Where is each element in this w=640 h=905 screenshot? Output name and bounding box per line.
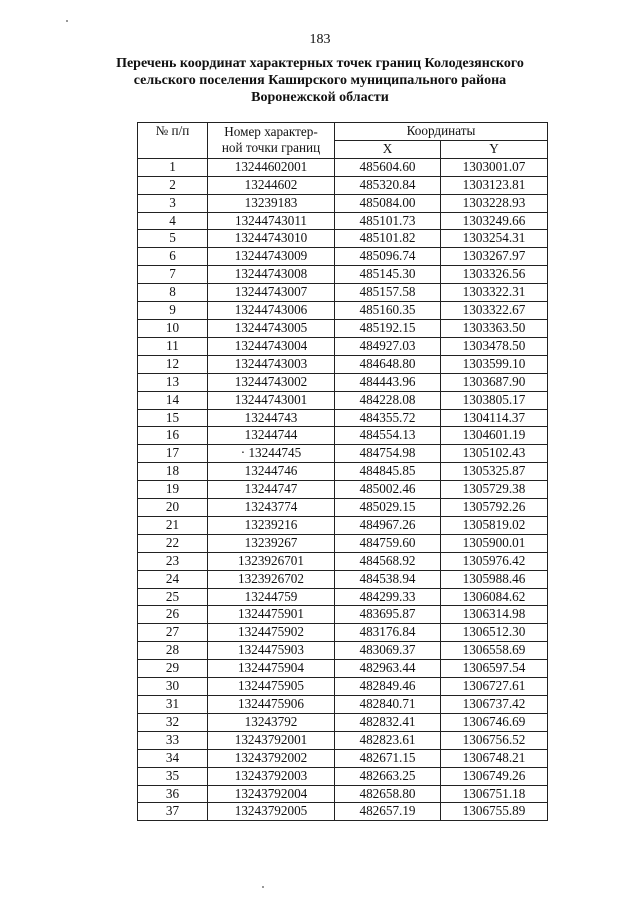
cell-point-number: 13243792002 [208, 749, 335, 767]
cell-point-number: 13243792005 [208, 803, 335, 821]
cell-index: 28 [138, 642, 208, 660]
cell-point-number: 1324475904 [208, 660, 335, 678]
cell-index: 23 [138, 552, 208, 570]
cell-x: 482658.80 [335, 785, 441, 803]
table-row [138, 624, 548, 642]
table-row [138, 427, 548, 445]
cell-y: 1304114.37 [441, 409, 548, 427]
cell-y: 1303687.90 [441, 373, 548, 391]
cell-x: 482840.71 [335, 696, 441, 714]
cell-index: 34 [138, 749, 208, 767]
cell-y: 1303599.10 [441, 355, 548, 373]
cell-y: 1305819.02 [441, 516, 548, 534]
cell-x: 484845.85 [335, 463, 441, 481]
header-index [138, 123, 208, 159]
cell-point-number: 13244602 [208, 176, 335, 194]
table-row [138, 176, 548, 194]
cell-index: 13 [138, 373, 208, 391]
cell-point-number: 13244743007 [208, 284, 335, 302]
table-row [138, 302, 548, 320]
table-row [138, 499, 548, 517]
cell-x: 484538.94 [335, 570, 441, 588]
header-y: Y [441, 140, 548, 158]
cell-point-number: 13244743001 [208, 391, 335, 409]
cell-point-number: 13244743011 [208, 212, 335, 230]
cell-y: 1306558.69 [441, 642, 548, 660]
cell-index: 10 [138, 319, 208, 337]
cell-point-number: 13244743004 [208, 337, 335, 355]
cell-x: 485320.84 [335, 176, 441, 194]
cell-x: 484299.33 [335, 588, 441, 606]
cell-x: 485029.15 [335, 499, 441, 517]
table-row [138, 606, 548, 624]
table-row [138, 552, 548, 570]
cell-index: 25 [138, 588, 208, 606]
cell-x: 485145.30 [335, 266, 441, 284]
cell-y: 1303001.07 [441, 158, 548, 176]
table-row [138, 713, 548, 731]
table-row [138, 158, 548, 176]
header-point-number-line: ной точки границ [221, 140, 321, 156]
table-row [138, 248, 548, 266]
cell-index: 15 [138, 409, 208, 427]
cell-y: 1305102.43 [441, 445, 548, 463]
header-index-label: № п/п [155, 123, 190, 138]
title-line: Воронежской области [251, 90, 389, 105]
cell-x: 485002.46 [335, 481, 441, 499]
table-body [138, 158, 548, 821]
table-row [138, 642, 548, 660]
header-point-number-line: Номер характер- [224, 124, 318, 140]
title-line: сельского поселения Каширского муниципального района [133, 73, 507, 88]
cell-index: 4 [138, 212, 208, 230]
cell-point-number: 13244743009 [208, 248, 335, 266]
cell-point-number: 1324475906 [208, 696, 335, 714]
cell-y: 1305792.26 [441, 499, 548, 517]
table-row [138, 660, 548, 678]
cell-point-number: 13244743003 [208, 355, 335, 373]
cell-point-number: 13244743006 [208, 302, 335, 320]
table-header [138, 123, 548, 159]
coordinates-table [137, 122, 548, 821]
cell-point-number: 13244743008 [208, 266, 335, 284]
table-row [138, 284, 548, 302]
cell-index: 21 [138, 516, 208, 534]
cell-point-number: 13243774 [208, 499, 335, 517]
cell-index: 14 [138, 391, 208, 409]
cell-index: 7 [138, 266, 208, 284]
cell-index: 17 [138, 445, 208, 463]
table-row [138, 481, 548, 499]
cell-index: 3 [138, 194, 208, 212]
title-line: Перечень координат характерных точек границ Колодезянского [116, 56, 524, 71]
header-coordinates: Координаты [335, 123, 548, 141]
cell-x: 482849.46 [335, 678, 441, 696]
cell-x: 484759.60 [335, 534, 441, 552]
cell-x: 483695.87 [335, 606, 441, 624]
table-row [138, 516, 548, 534]
cell-y: 1305976.42 [441, 552, 548, 570]
table-row [138, 767, 548, 785]
cell-x: 484228.08 [335, 391, 441, 409]
cell-y: 1306749.26 [441, 767, 548, 785]
cell-point-number: 13239267 [208, 534, 335, 552]
cell-index: 18 [138, 463, 208, 481]
table-row [138, 570, 548, 588]
cell-point-number: 13244746 [208, 463, 335, 481]
cell-x: 482671.15 [335, 749, 441, 767]
cell-y: 1303228.93 [441, 194, 548, 212]
cell-index: 12 [138, 355, 208, 373]
cell-y: 1303123.81 [441, 176, 548, 194]
cell-point-number: 1323926701 [208, 552, 335, 570]
cell-y: 1303805.17 [441, 391, 548, 409]
table-row [138, 731, 548, 749]
cell-x: 482832.41 [335, 713, 441, 731]
scan-speck [262, 886, 264, 888]
page-number: 183 [309, 32, 331, 47]
cell-point-number: 1324475903 [208, 642, 335, 660]
table-row [138, 391, 548, 409]
cell-x: 482663.25 [335, 767, 441, 785]
cell-y: 1303254.31 [441, 230, 548, 248]
cell-x: 483176.84 [335, 624, 441, 642]
cell-index: 20 [138, 499, 208, 517]
cell-index: 30 [138, 678, 208, 696]
cell-index: 35 [138, 767, 208, 785]
table-row [138, 696, 548, 714]
cell-index: 26 [138, 606, 208, 624]
cell-y: 1306597.54 [441, 660, 548, 678]
cell-x: 485604.60 [335, 158, 441, 176]
cell-index: 1 [138, 158, 208, 176]
cell-x: 482657.19 [335, 803, 441, 821]
cell-x: 485096.74 [335, 248, 441, 266]
cell-point-number: 13244602001 [208, 158, 335, 176]
cell-y: 1303322.31 [441, 284, 548, 302]
cell-x: 485084.00 [335, 194, 441, 212]
cell-x: 484355.72 [335, 409, 441, 427]
table-row [138, 319, 548, 337]
cell-y: 1306084.62 [441, 588, 548, 606]
cell-point-number: 13244743010 [208, 230, 335, 248]
cell-index: 24 [138, 570, 208, 588]
cell-point-number: 1324475905 [208, 678, 335, 696]
cell-point-number: 1324475902 [208, 624, 335, 642]
table-row [138, 749, 548, 767]
cell-point-number: 13243792003 [208, 767, 335, 785]
cell-y: 1306314.98 [441, 606, 548, 624]
cell-index: 31 [138, 696, 208, 714]
table-row [138, 337, 548, 355]
cell-y: 1306751.18 [441, 785, 548, 803]
cell-y: 1303478.50 [441, 337, 548, 355]
cell-point-number: 1324475901 [208, 606, 335, 624]
cell-y: 1306755.89 [441, 803, 548, 821]
table-row [138, 409, 548, 427]
table-row [138, 194, 548, 212]
cell-point-number: 13243792004 [208, 785, 335, 803]
cell-y: 1303249.66 [441, 212, 548, 230]
cell-y: 1306737.42 [441, 696, 548, 714]
cell-y: 1305900.01 [441, 534, 548, 552]
table-row [138, 588, 548, 606]
table-row [138, 534, 548, 552]
table-row [138, 373, 548, 391]
cell-point-number: 13244743005 [208, 319, 335, 337]
header-x: X [335, 140, 441, 158]
cell-point-number: · 13244745 [208, 445, 335, 463]
cell-y: 1304601.19 [441, 427, 548, 445]
cell-index: 29 [138, 660, 208, 678]
cell-x: 485160.35 [335, 302, 441, 320]
cell-index: 9 [138, 302, 208, 320]
header-point-number [208, 123, 335, 159]
cell-x: 485192.15 [335, 319, 441, 337]
cell-y: 1305988.46 [441, 570, 548, 588]
cell-y: 1303363.50 [441, 319, 548, 337]
table-row [138, 678, 548, 696]
document-title [100, 55, 540, 106]
table-row [138, 785, 548, 803]
cell-x: 484568.92 [335, 552, 441, 570]
cell-x: 485101.82 [335, 230, 441, 248]
cell-point-number: 13243792 [208, 713, 335, 731]
cell-index: 37 [138, 803, 208, 821]
cell-index: 22 [138, 534, 208, 552]
cell-x: 484648.80 [335, 355, 441, 373]
cell-y: 1306746.69 [441, 713, 548, 731]
cell-y: 1306748.21 [441, 749, 548, 767]
cell-point-number: 13244743002 [208, 373, 335, 391]
cell-x: 484967.26 [335, 516, 441, 534]
table-row [138, 212, 548, 230]
cell-x: 484927.03 [335, 337, 441, 355]
table-row [138, 266, 548, 284]
table-row [138, 463, 548, 481]
cell-point-number: 13243792001 [208, 731, 335, 749]
cell-index: 36 [138, 785, 208, 803]
cell-point-number: 13244744 [208, 427, 335, 445]
cell-index: 11 [138, 337, 208, 355]
cell-x: 482963.44 [335, 660, 441, 678]
cell-index: 33 [138, 731, 208, 749]
cell-y: 1303326.56 [441, 266, 548, 284]
cell-y: 1306512.30 [441, 624, 548, 642]
cell-point-number: 13244747 [208, 481, 335, 499]
table-row [138, 445, 548, 463]
cell-index: 8 [138, 284, 208, 302]
cell-index: 32 [138, 713, 208, 731]
cell-index: 19 [138, 481, 208, 499]
cell-x: 484443.96 [335, 373, 441, 391]
cell-y: 1303322.67 [441, 302, 548, 320]
cell-index: 16 [138, 427, 208, 445]
cell-y: 1305325.87 [441, 463, 548, 481]
cell-x: 484554.13 [335, 427, 441, 445]
cell-index: 5 [138, 230, 208, 248]
cell-y: 1303267.97 [441, 248, 548, 266]
cell-point-number: 13239216 [208, 516, 335, 534]
cell-x: 482823.61 [335, 731, 441, 749]
cell-point-number: 13239183 [208, 194, 335, 212]
cell-point-number: 13244759 [208, 588, 335, 606]
cell-y: 1306727.61 [441, 678, 548, 696]
table-row [138, 230, 548, 248]
cell-x: 483069.37 [335, 642, 441, 660]
table-row [138, 355, 548, 373]
cell-point-number: 1323926702 [208, 570, 335, 588]
cell-y: 1306756.52 [441, 731, 548, 749]
cell-x: 485157.58 [335, 284, 441, 302]
scan-speck [66, 20, 68, 22]
cell-index: 2 [138, 176, 208, 194]
cell-index: 6 [138, 248, 208, 266]
cell-point-number: 13244743 [208, 409, 335, 427]
cell-x: 485101.73 [335, 212, 441, 230]
table-row [138, 803, 548, 821]
cell-y: 1305729.38 [441, 481, 548, 499]
cell-index: 27 [138, 624, 208, 642]
cell-x: 484754.98 [335, 445, 441, 463]
